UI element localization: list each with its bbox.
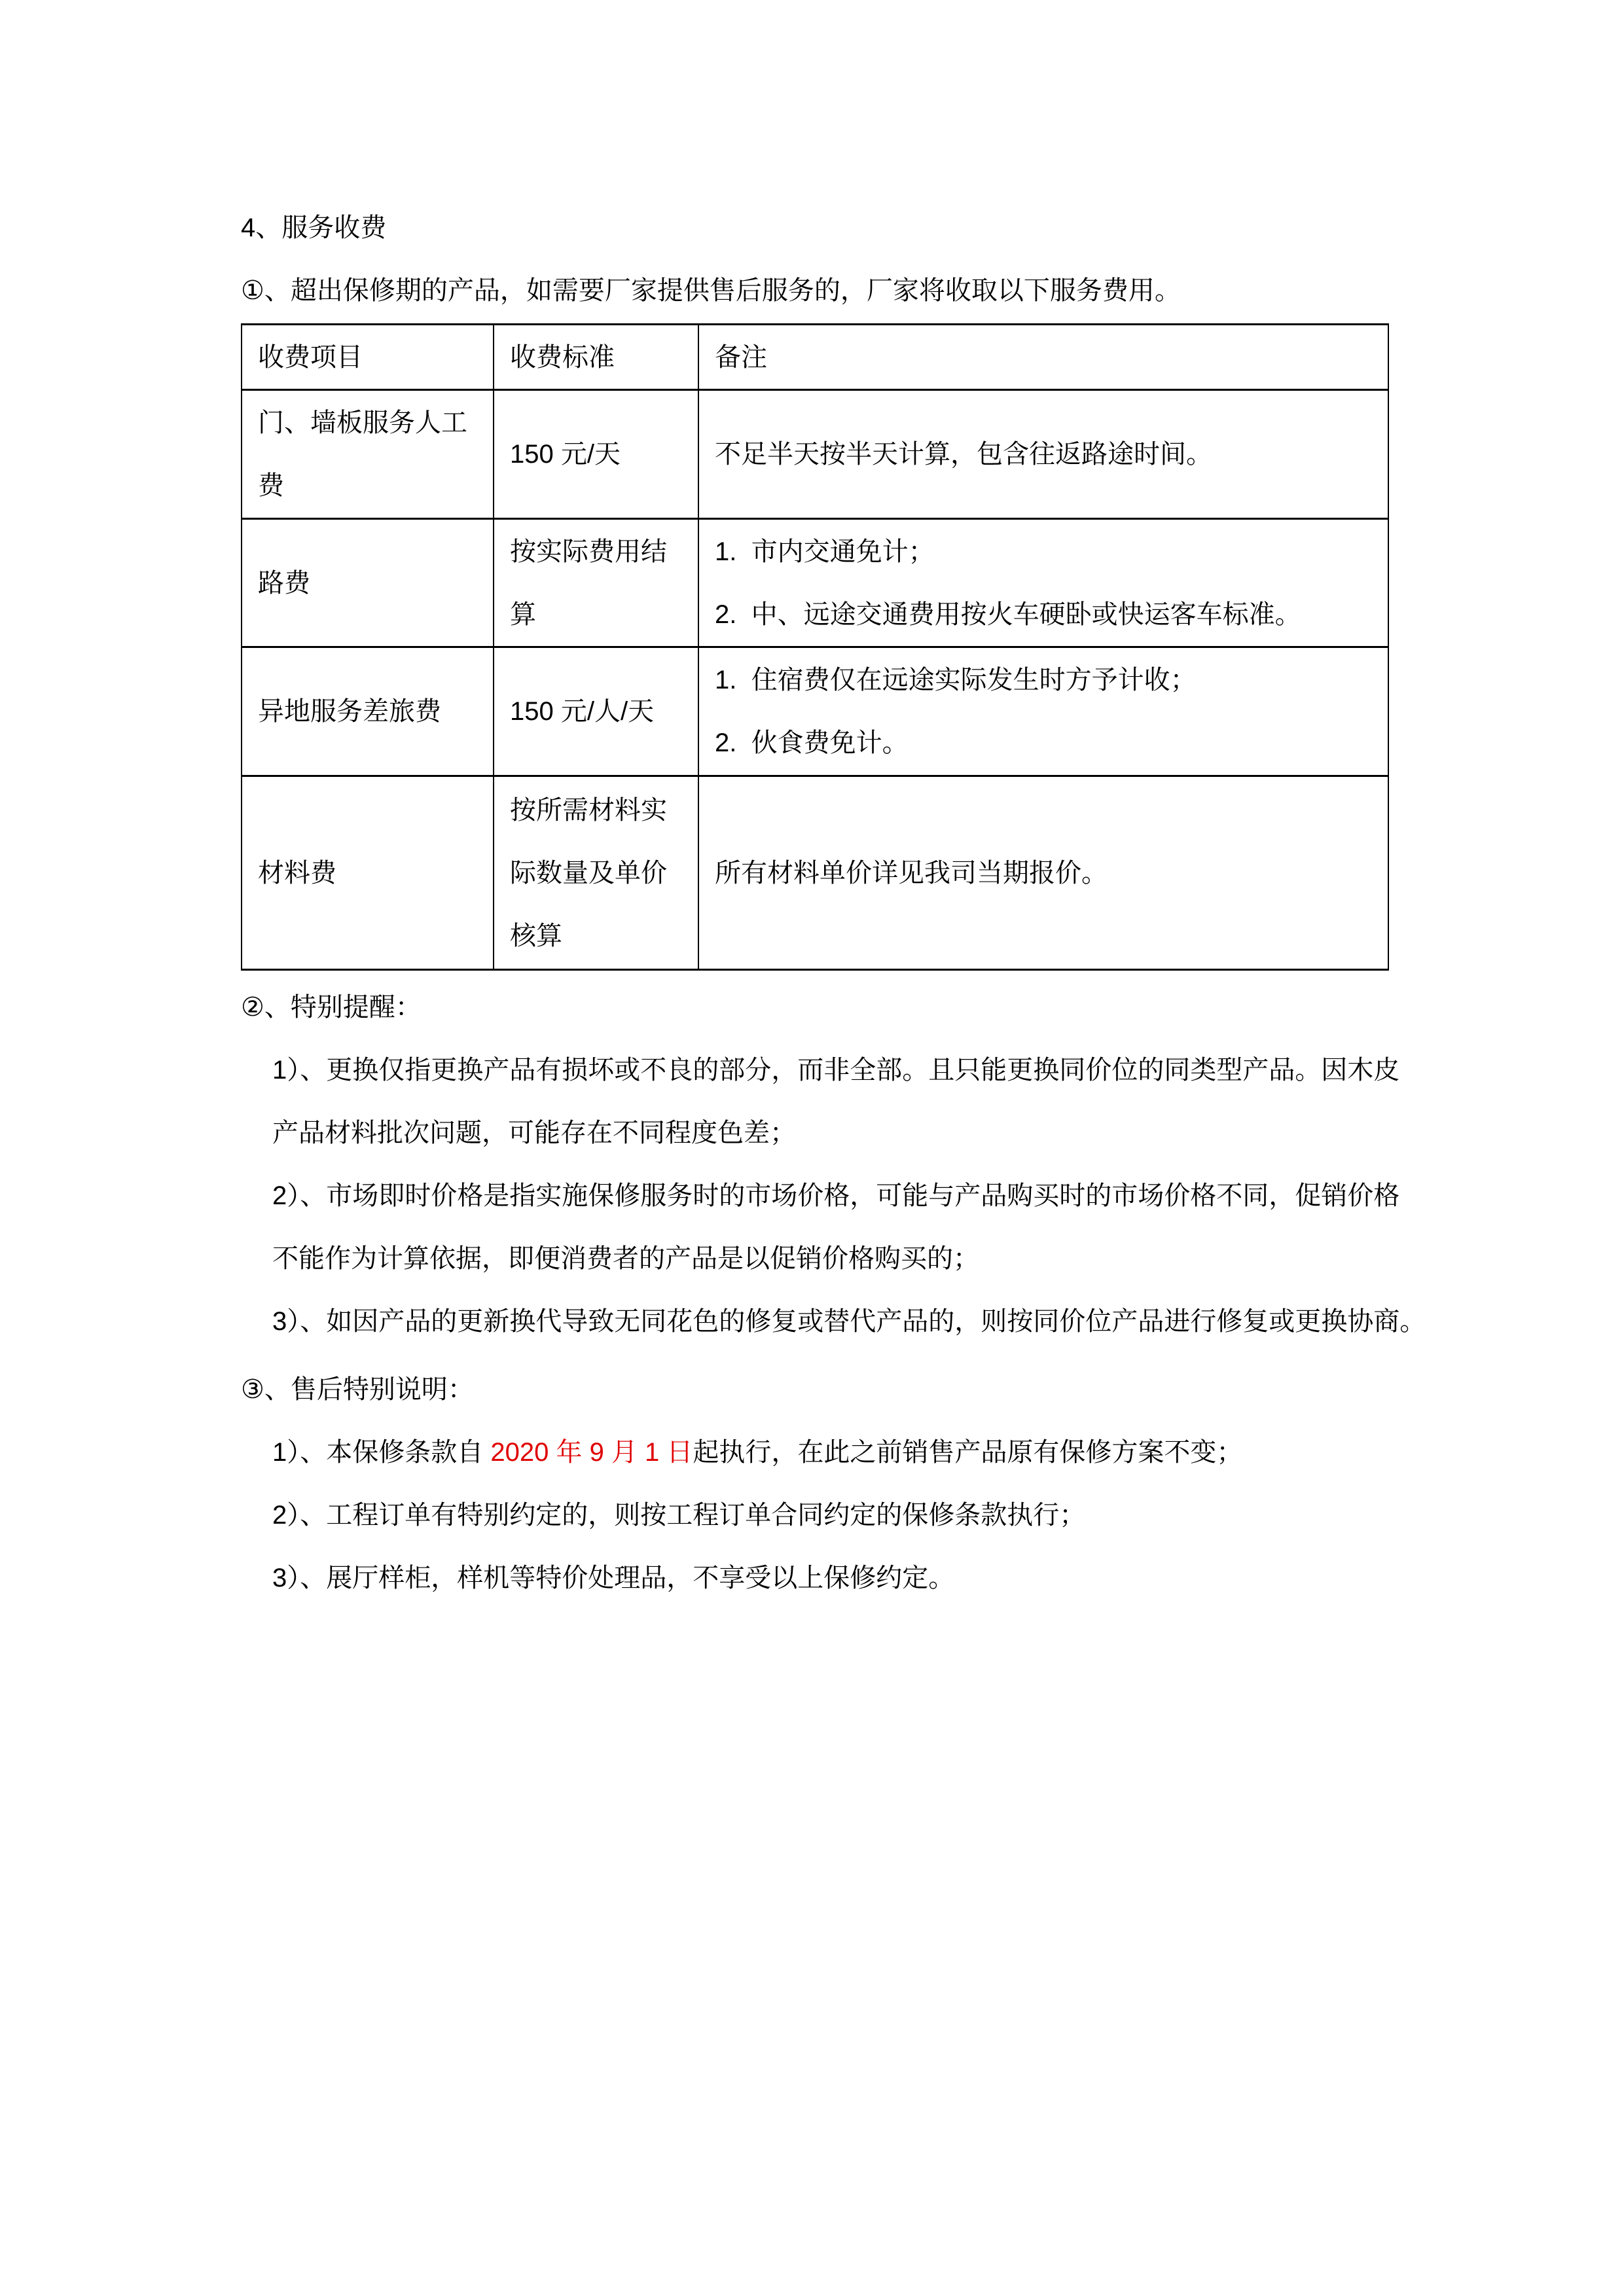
cell-line: 150 元/人/天 (510, 697, 655, 726)
after-sales-item-2: 2）、工程订单有特别约定的，则按工程订单合同约定的保修条款执行； (272, 1501, 1086, 1530)
cell-line: 费 (258, 471, 284, 500)
fee-standard-cell (494, 776, 698, 970)
fee-remark-cell (698, 390, 1388, 519)
special-reminder-item-3: 3）、如因产品的更新换代导致无同花色的修复或替代产品的，则按同价位产品进行修复或更换协商。 (272, 1307, 1426, 1336)
header-label: 备注 (715, 342, 767, 372)
fee-item-cell (242, 647, 494, 776)
cell-line: 2. 中、远途交通费用按火车硬卧或快运客车标准。 (715, 600, 1301, 629)
fee-table-header-row (242, 325, 1388, 390)
fee-item-cell (242, 776, 494, 970)
cell-line: 按实际费用结 (510, 537, 667, 566)
fee-table-header-remark (698, 325, 1388, 390)
section-title: 4、服务收费 (241, 213, 387, 242)
special-reminder-item-2-line-1: 2）、市场即时价格是指实施保修服务时的市场价格，可能与产品购买时的市场价格不同，促销价格 (272, 1181, 1400, 1210)
after-sales-item-1-suffix: 起执行，在此之前销售产品原有保修方案不变； (693, 1438, 1243, 1467)
table-row (242, 776, 1388, 970)
table-row (242, 390, 1388, 519)
after-sales-item-3: 3）、展厅样柜，样机等特价处理品，不享受以上保修约定。 (272, 1564, 955, 1592)
cell-line: 所有材料单价详见我司当期报价。 (715, 858, 1108, 888)
fee-table-header-item (242, 325, 494, 390)
fee-remark-cell (698, 519, 1388, 647)
fee-item-cell (242, 390, 494, 519)
cell-line: 际数量及单价 (510, 858, 667, 888)
cell-line: 按所需材料实 (510, 795, 667, 825)
cell-line: 2. 伙食费免计。 (715, 728, 909, 757)
fee-standard-cell (494, 390, 698, 519)
fee-table-header-standard (494, 325, 698, 390)
after-sales-item-1-prefix: 1）、本保修条款自 (272, 1438, 491, 1467)
special-reminder-item-1-line-1: 1）、更换仅指更换产品有损坏或不良的部分，而非全部。且只能更换同价位的同类型产品。因木皮 (272, 1056, 1400, 1085)
header-label: 收费项目 (258, 342, 363, 372)
cell-line: 算 (510, 600, 536, 629)
header-label: 收费标准 (510, 342, 615, 372)
cell-line: 1. 住宿费仅在远途实际发生时方予计收； (715, 666, 1197, 694)
cell-line: 150 元/天 (510, 440, 621, 469)
fee-table (241, 323, 1389, 971)
cell-line: 门、墙板服务人工 (258, 408, 467, 437)
special-reminder-heading: ②、特别提醒： (241, 993, 422, 1022)
after-sales-heading: ③、售后特别说明： (241, 1375, 474, 1404)
fee-remark-cell (698, 647, 1388, 776)
cell-line: 路费 (258, 568, 310, 598)
cell-line: 异地服务差旅费 (258, 697, 441, 726)
cell-line: 1. 市内交通免计； (715, 537, 935, 566)
table-row (242, 647, 1388, 776)
fee-standard-cell (494, 647, 698, 776)
special-reminder-item-1-line-2: 产品材料批次问题，可能存在不同程度色差； (272, 1119, 796, 1147)
special-reminder-item-2-line-2: 不能作为计算依据，即便消费者的产品是以促销价格购买的； (272, 1244, 979, 1273)
cell-line: 材料费 (258, 858, 336, 888)
intro-paragraph: ①、超出保修期的产品，如需要厂家提供售后服务的，厂家将收取以下服务费用。 (241, 276, 1181, 305)
effective-date-highlight: 2020 年 9 月 1 日 (490, 1438, 693, 1467)
fee-remark-cell (698, 776, 1388, 970)
fee-item-cell (242, 519, 494, 647)
cell-line: 核算 (510, 921, 562, 950)
cell-line: 不足半天按半天计算，包含往返路途时间。 (715, 440, 1212, 469)
table-row (242, 519, 1388, 647)
fee-standard-cell (494, 519, 698, 647)
after-sales-item-1 (241, 1421, 1467, 1484)
